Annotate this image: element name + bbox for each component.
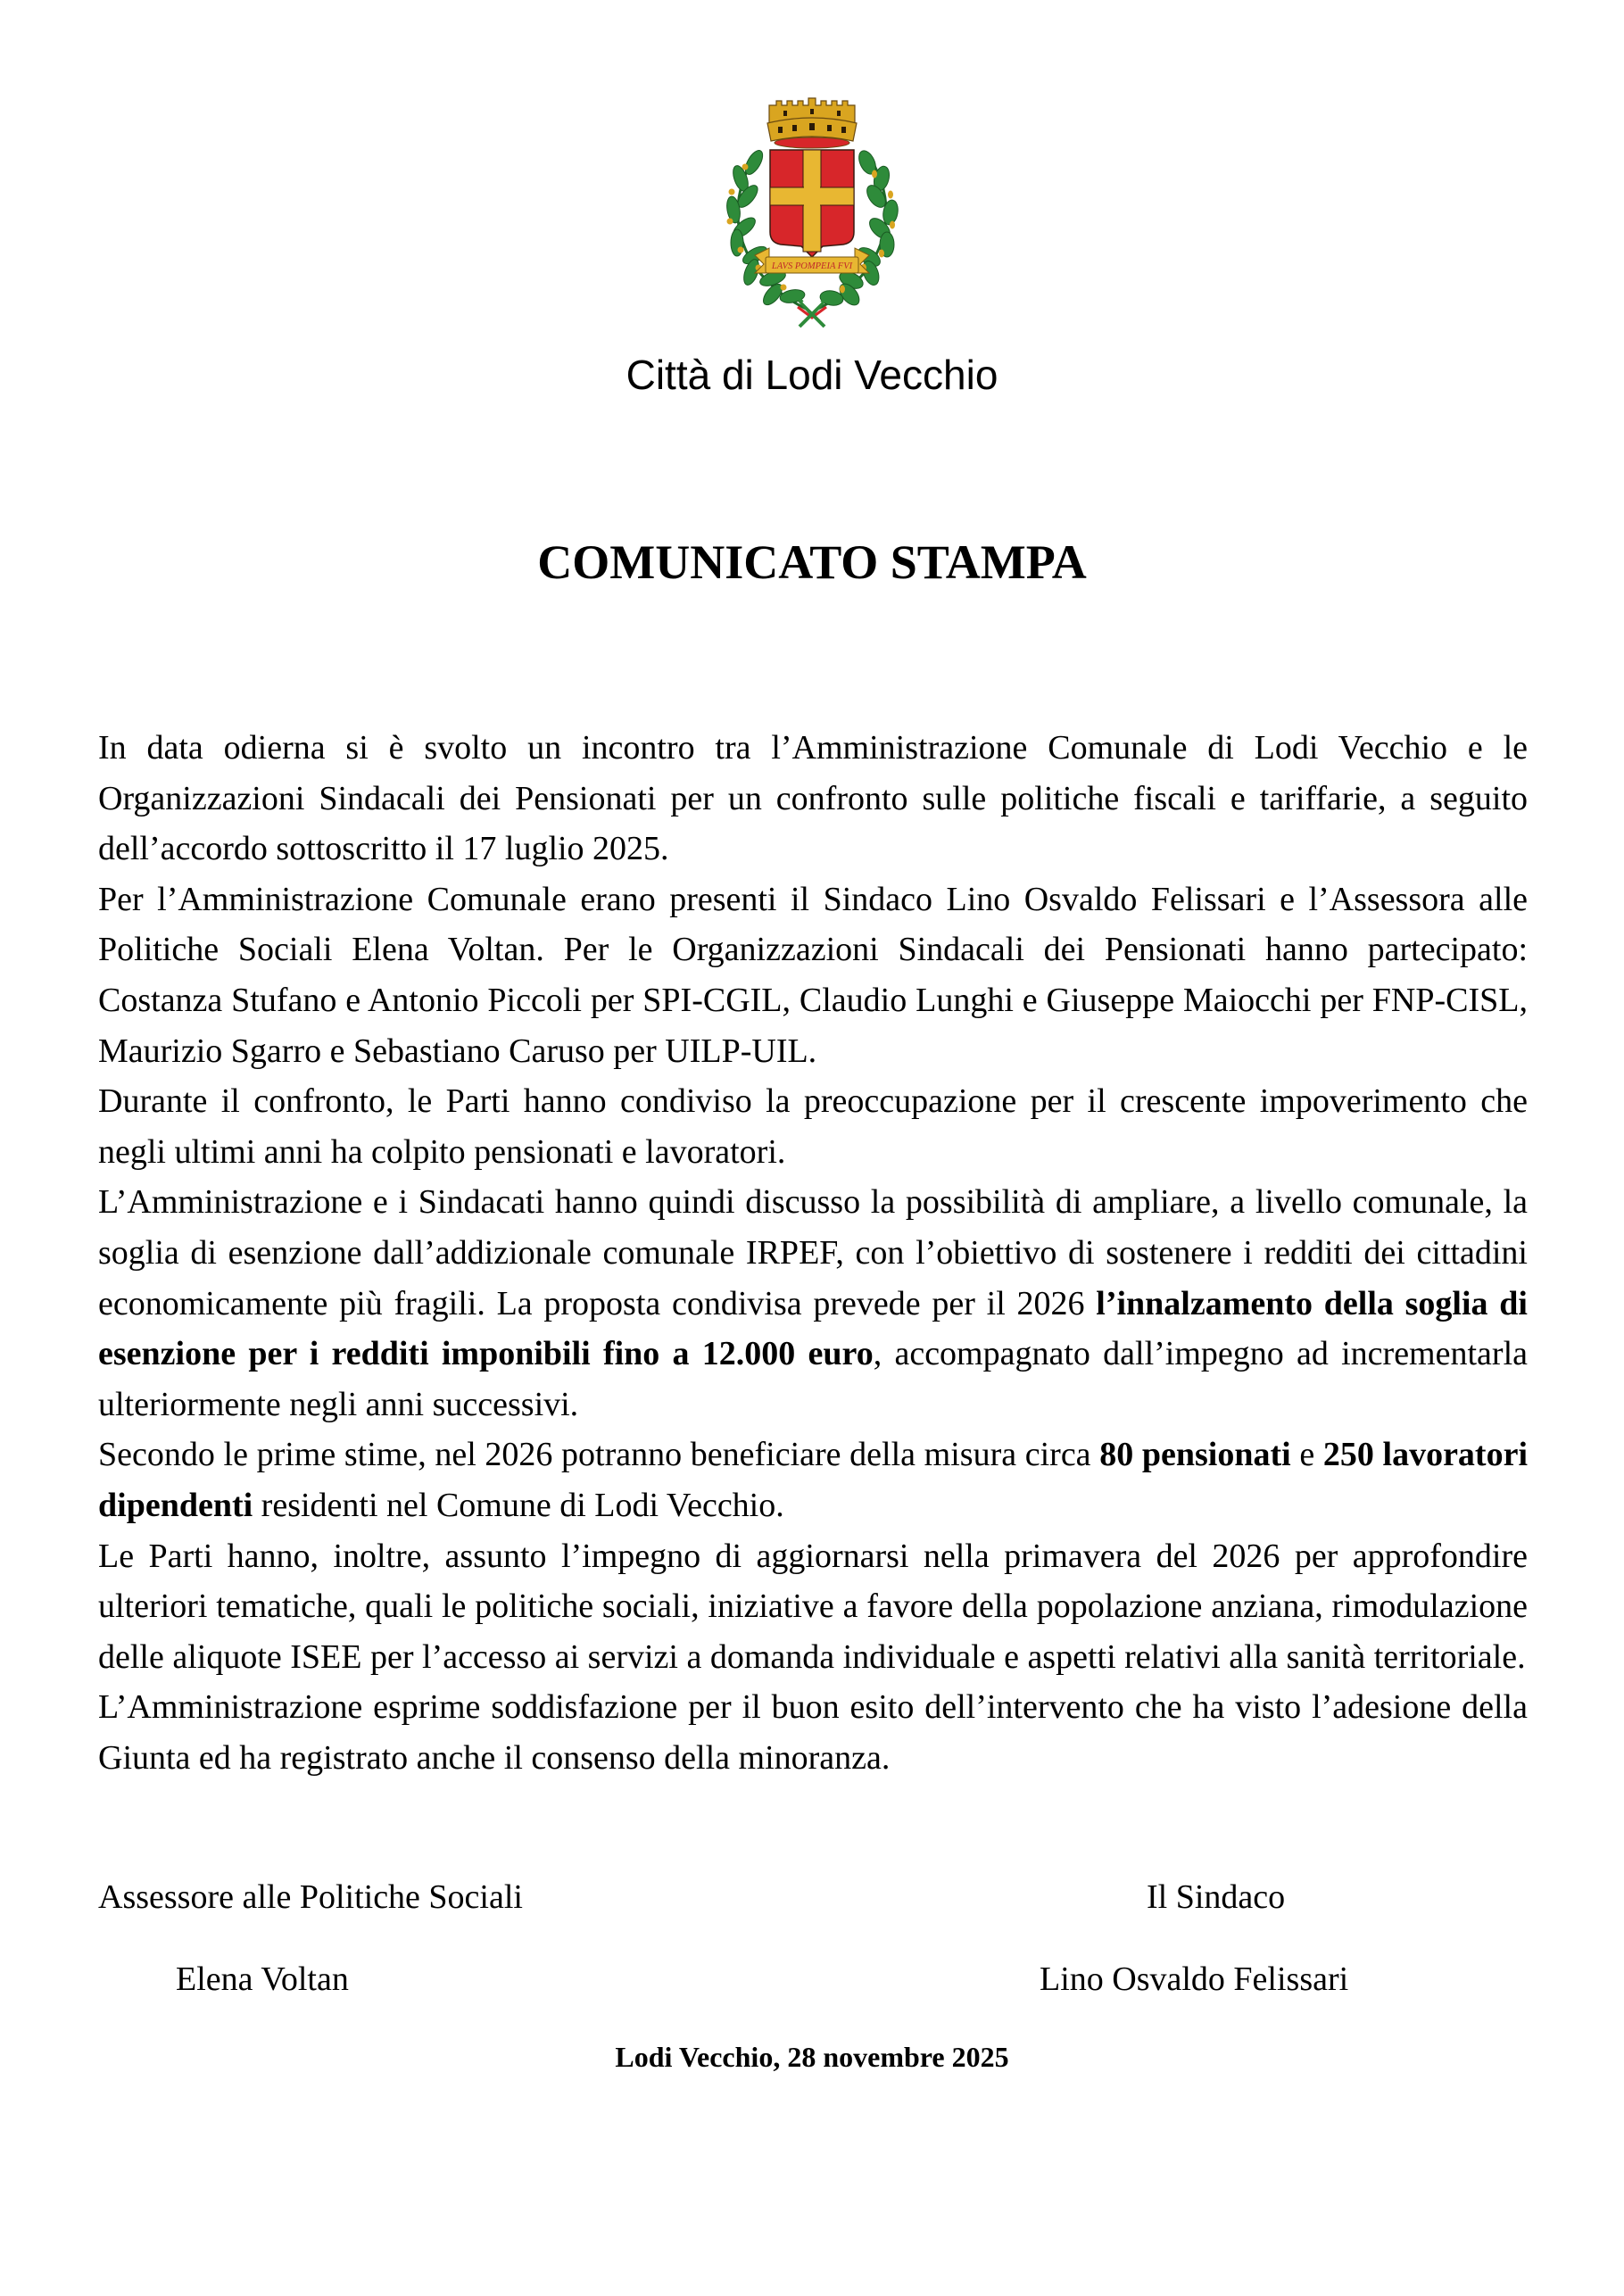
paragraph-text: Secondo le prime stime, nel 2026 potranno beneficiare della misura circa	[98, 1436, 1100, 1474]
body-paragraph	[98, 1531, 1528, 1683]
coat-of-arms-emblem	[714, 89, 910, 330]
city-name: Città di Lodi Vecchio	[626, 352, 998, 398]
paragraph-text: residenti nel Comune di Lodi Vecchio.	[253, 1486, 784, 1524]
paragraph-text: , accompagnato dall’impegno ad incrementarla ulteriormente negli anni successivi.	[98, 1335, 1528, 1423]
highlighted-text: 80 pensionati	[1099, 1436, 1291, 1474]
body-paragraph	[98, 1430, 1528, 1530]
body-paragraph	[98, 1682, 1528, 1783]
page-title: COMUNICATO STAMPA	[537, 535, 1087, 589]
paragraph-text: Durante il confronto, le Parti hanno condiviso la preoccupazione per il crescente impoverimento che negli ultimi anni ha colpito pensionati e lavoratori.	[98, 1082, 1528, 1171]
signature-right-name: Lino Osvaldo Felissari	[1040, 1960, 1349, 1998]
paragraph-text: Le Parti hanno, inoltre, assunto l’impegno di aggiornarsi nella primavera del 2026 per approfondire ulteriori tematiche, quali le politiche sociali, iniziative a favore della popolazione anziana, rimodulazione delle aliquote ISEE per l’accesso ai servizi a domanda individuale e aspetti relativi alla sanità territoriale.	[98, 1537, 1528, 1676]
paragraph-text: e	[1290, 1436, 1323, 1474]
place-and-date: Lodi Vecchio, 28 novembre 2025	[615, 2041, 1009, 2073]
paragraph-text: In data odierna si è svolto un incontro tra l’Amministrazione Comunale di Lodi Vecchio e le Organizzazioni Sindacali dei Pensionati per un confronto sulle politiche fiscali e tariffarie, a seguito dell’accordo sottoscritto il 17 luglio 2025.	[98, 729, 1528, 868]
emblem-motto: LAVS POMPEIA FVI	[771, 261, 853, 271]
signature-left-name: Elena Voltan	[176, 1960, 349, 1998]
paragraph-text: L’Amministrazione e i Sindacati hanno quindi discusso la possibilità di ampliare, a livello comunale, la soglia di esenzione dall’addizionale comunale IRPEF, con l’obiettivo di sostenere i redditi dei cittadini economicamente più fragili. La proposta condivisa prevede per il 2026	[98, 1183, 1528, 1322]
paragraph-text: Per l’Amministrazione Comunale erano presenti il Sindaco Lino Osvaldo Felissari e l’Assessora alle Politiche Sociali Elena Voltan. Per le Organizzazioni Sindacali dei Pensionati hanno partecipato: Costanza Stufano e Antonio Piccoli per SPI-CGIL, Claudio Lunghi e Giuseppe Maiocchi per FNP-CISL, Maurizio Sgarro e Sebastiano Caruso per UILP-UIL.	[98, 880, 1528, 1070]
shield-icon	[770, 150, 854, 257]
body-paragraph	[98, 874, 1528, 1076]
signature-left-role: Assessore alle Politiche Sociali	[98, 1878, 523, 1916]
signature-right-role: Il Sindaco	[1147, 1878, 1286, 1916]
body-paragraph	[98, 1076, 1528, 1177]
mural-crown-icon	[767, 98, 857, 148]
press-release-body	[98, 723, 1528, 1783]
ribbon-knot-icon	[798, 300, 826, 327]
body-paragraph	[98, 1177, 1528, 1430]
body-paragraph	[98, 723, 1528, 874]
highlighted-text: l’innalzamento della soglia di esenzione per i redditi imponibili fino a 12.000 euro	[98, 1284, 1528, 1373]
highlighted-text: 250 lavoratori dipendenti	[98, 1436, 1529, 1524]
paragraph-text: L’Amministrazione esprime soddisfazione per il buon esito dell’intervento che ha visto l’adesione della Giunta ed ha registrato anche il consenso della minoranza.	[98, 1688, 1528, 1777]
